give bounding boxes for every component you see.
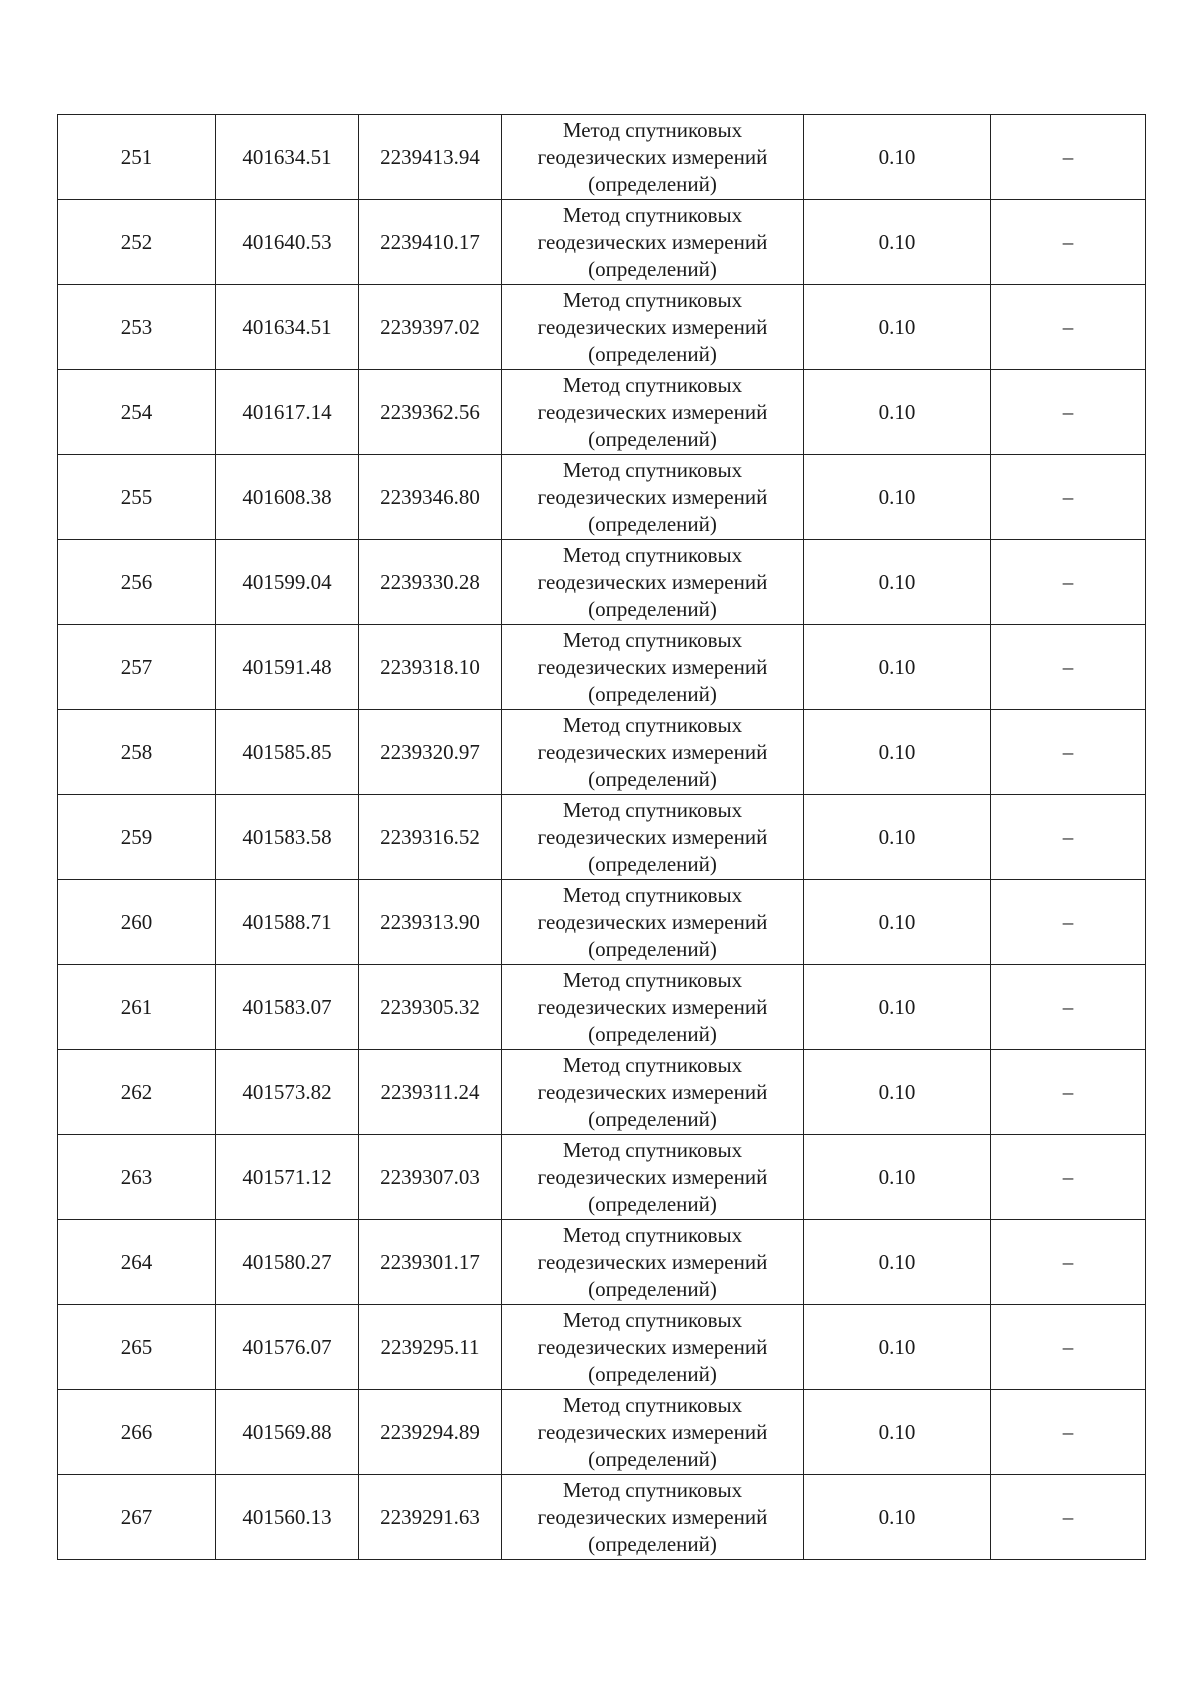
table-row xyxy=(58,455,1146,540)
table-row xyxy=(58,1305,1146,1390)
method-text-line: геодезических измерений xyxy=(537,144,768,169)
method-text-line: (определений) xyxy=(588,426,717,451)
y-coordinate-cell: 2239330.28 xyxy=(359,540,502,625)
table-row xyxy=(58,1220,1146,1305)
point-number-cell: 258 xyxy=(58,710,216,795)
method-text-line: геодезических измерений xyxy=(537,824,768,849)
method-text-line: (определений) xyxy=(588,171,717,196)
accuracy-cell: 0.10 xyxy=(804,540,991,625)
y-coordinate-cell: 2239313.90 xyxy=(359,880,502,965)
point-number-cell: 263 xyxy=(58,1135,216,1220)
table-row xyxy=(58,200,1146,285)
description-cell: – xyxy=(991,285,1146,370)
method-text-line: геодезических измерений xyxy=(537,1504,768,1529)
method-text-line: Метод спутниковых xyxy=(562,542,743,567)
point-number-cell: 262 xyxy=(58,1050,216,1135)
method-text-line: (определений) xyxy=(588,1276,717,1301)
point-number-cell: 254 xyxy=(58,370,216,455)
method-cell xyxy=(502,1305,804,1390)
point-number-cell: 264 xyxy=(58,1220,216,1305)
point-number-cell: 257 xyxy=(58,625,216,710)
method-text-line: (определений) xyxy=(588,1191,717,1216)
x-coordinate-cell: 401585.85 xyxy=(216,710,359,795)
method-cell xyxy=(502,1050,804,1135)
table-row xyxy=(58,1390,1146,1475)
description-cell: – xyxy=(991,455,1146,540)
description-cell: – xyxy=(991,1390,1146,1475)
method-text-line: геодезических измерений xyxy=(537,314,768,339)
method-text-line: (определений) xyxy=(588,1021,717,1046)
x-coordinate-cell: 401634.51 xyxy=(216,285,359,370)
method-cell xyxy=(502,625,804,710)
method-text-line: геодезических измерений xyxy=(537,229,768,254)
accuracy-cell: 0.10 xyxy=(804,1305,991,1390)
description-cell: – xyxy=(991,795,1146,880)
accuracy-cell: 0.10 xyxy=(804,370,991,455)
y-coordinate-cell: 2239307.03 xyxy=(359,1135,502,1220)
method-text-line: (определений) xyxy=(588,256,717,281)
description-cell: – xyxy=(991,1220,1146,1305)
description-cell: – xyxy=(991,1135,1146,1220)
method-text-line: Метод спутниковых xyxy=(562,712,743,737)
method-text-line: геодезических измерений xyxy=(537,1334,768,1359)
y-coordinate-cell: 2239291.63 xyxy=(359,1475,502,1560)
method-text-line: (определений) xyxy=(588,596,717,621)
method-text-line: Метод спутниковых xyxy=(562,202,743,227)
accuracy-cell: 0.10 xyxy=(804,285,991,370)
method-text-line: (определений) xyxy=(588,936,717,961)
method-text-line: геодезических измерений xyxy=(537,1164,768,1189)
method-cell xyxy=(502,965,804,1050)
description-cell: – xyxy=(991,710,1146,795)
method-text-line: Метод спутниковых xyxy=(562,797,743,822)
x-coordinate-cell: 401569.88 xyxy=(216,1390,359,1475)
table-row xyxy=(58,115,1146,200)
point-number-cell: 261 xyxy=(58,965,216,1050)
accuracy-cell: 0.10 xyxy=(804,710,991,795)
point-number-cell: 252 xyxy=(58,200,216,285)
y-coordinate-cell: 2239397.02 xyxy=(359,285,502,370)
point-number-cell: 259 xyxy=(58,795,216,880)
x-coordinate-cell: 401560.13 xyxy=(216,1475,359,1560)
point-number-cell: 256 xyxy=(58,540,216,625)
description-cell: – xyxy=(991,625,1146,710)
x-coordinate-cell: 401588.71 xyxy=(216,880,359,965)
method-text-line: Метод спутниковых xyxy=(562,1477,743,1502)
method-text-line: Метод спутниковых xyxy=(562,372,743,397)
method-text-line: геодезических измерений xyxy=(537,909,768,934)
table-row xyxy=(58,370,1146,455)
table-row xyxy=(58,625,1146,710)
method-cell xyxy=(502,455,804,540)
x-coordinate-cell: 401583.58 xyxy=(216,795,359,880)
x-coordinate-cell: 401591.48 xyxy=(216,625,359,710)
method-text-line: геодезических измерений xyxy=(537,1079,768,1104)
method-text-line: Метод спутниковых xyxy=(562,967,743,992)
accuracy-cell: 0.10 xyxy=(804,455,991,540)
method-cell xyxy=(502,880,804,965)
method-text-line: Метод спутниковых xyxy=(562,882,743,907)
description-cell: – xyxy=(991,965,1146,1050)
method-text-line: Метод спутниковых xyxy=(562,117,743,142)
coordinates-table-body xyxy=(58,115,1146,1560)
table-row xyxy=(58,1135,1146,1220)
y-coordinate-cell: 2239311.24 xyxy=(359,1050,502,1135)
accuracy-cell: 0.10 xyxy=(804,1050,991,1135)
method-cell xyxy=(502,795,804,880)
y-coordinate-cell: 2239318.10 xyxy=(359,625,502,710)
method-text-line: геодезических измерений xyxy=(537,399,768,424)
method-cell xyxy=(502,1390,804,1475)
description-cell: – xyxy=(991,880,1146,965)
method-text-line: Метод спутниковых xyxy=(562,457,743,482)
method-text-line: Метод спутниковых xyxy=(562,1222,743,1247)
point-number-cell: 266 xyxy=(58,1390,216,1475)
x-coordinate-cell: 401573.82 xyxy=(216,1050,359,1135)
point-number-cell: 265 xyxy=(58,1305,216,1390)
method-text-line: геодезических измерений xyxy=(537,569,768,594)
method-text-line: геодезических измерений xyxy=(537,654,768,679)
method-text-line: (определений) xyxy=(588,681,717,706)
method-cell xyxy=(502,1220,804,1305)
description-cell: – xyxy=(991,115,1146,200)
y-coordinate-cell: 2239294.89 xyxy=(359,1390,502,1475)
y-coordinate-cell: 2239295.11 xyxy=(359,1305,502,1390)
x-coordinate-cell: 401576.07 xyxy=(216,1305,359,1390)
point-number-cell: 251 xyxy=(58,115,216,200)
x-coordinate-cell: 401580.27 xyxy=(216,1220,359,1305)
accuracy-cell: 0.10 xyxy=(804,1390,991,1475)
y-coordinate-cell: 2239413.94 xyxy=(359,115,502,200)
method-cell xyxy=(502,540,804,625)
description-cell: – xyxy=(991,1305,1146,1390)
point-number-cell: 267 xyxy=(58,1475,216,1560)
x-coordinate-cell: 401634.51 xyxy=(216,115,359,200)
table-row xyxy=(58,540,1146,625)
accuracy-cell: 0.10 xyxy=(804,795,991,880)
method-cell xyxy=(502,115,804,200)
method-text-line: (определений) xyxy=(588,1106,717,1131)
coordinates-table xyxy=(57,114,1146,1560)
method-text-line: геодезических измерений xyxy=(537,994,768,1019)
method-cell xyxy=(502,1475,804,1560)
method-text-line: Метод спутниковых xyxy=(562,627,743,652)
x-coordinate-cell: 401617.14 xyxy=(216,370,359,455)
method-text-line: Метод спутниковых xyxy=(562,1392,743,1417)
method-text-line: геодезических измерений xyxy=(537,1249,768,1274)
method-cell xyxy=(502,1135,804,1220)
x-coordinate-cell: 401608.38 xyxy=(216,455,359,540)
method-text-line: Метод спутниковых xyxy=(562,1137,743,1162)
method-cell xyxy=(502,370,804,455)
y-coordinate-cell: 2239305.32 xyxy=(359,965,502,1050)
method-text-line: Метод спутниковых xyxy=(562,1307,743,1332)
accuracy-cell: 0.10 xyxy=(804,115,991,200)
method-text-line: (определений) xyxy=(588,1361,717,1386)
y-coordinate-cell: 2239410.17 xyxy=(359,200,502,285)
accuracy-cell: 0.10 xyxy=(804,880,991,965)
x-coordinate-cell: 401571.12 xyxy=(216,1135,359,1220)
x-coordinate-cell: 401583.07 xyxy=(216,965,359,1050)
method-text-line: (определений) xyxy=(588,851,717,876)
method-text-line: (определений) xyxy=(588,1446,717,1471)
y-coordinate-cell: 2239346.80 xyxy=(359,455,502,540)
method-text-line: (определений) xyxy=(588,341,717,366)
table-row xyxy=(58,880,1146,965)
point-number-cell: 253 xyxy=(58,285,216,370)
method-text-line: (определений) xyxy=(588,1531,717,1556)
method-text-line: геодезических измерений xyxy=(537,739,768,764)
table-row xyxy=(58,795,1146,880)
method-text-line: (определений) xyxy=(588,766,717,791)
method-text-line: (определений) xyxy=(588,511,717,536)
y-coordinate-cell: 2239362.56 xyxy=(359,370,502,455)
table-row xyxy=(58,285,1146,370)
method-text-line: Метод спутниковых xyxy=(562,287,743,312)
method-text-line: Метод спутниковых xyxy=(562,1052,743,1077)
y-coordinate-cell: 2239320.97 xyxy=(359,710,502,795)
point-number-cell: 260 xyxy=(58,880,216,965)
accuracy-cell: 0.10 xyxy=(804,1135,991,1220)
table-row xyxy=(58,1050,1146,1135)
accuracy-cell: 0.10 xyxy=(804,965,991,1050)
y-coordinate-cell: 2239316.52 xyxy=(359,795,502,880)
method-text-line: геодезических измерений xyxy=(537,1419,768,1444)
method-text-line: геодезических измерений xyxy=(537,484,768,509)
accuracy-cell: 0.10 xyxy=(804,625,991,710)
point-number-cell: 255 xyxy=(58,455,216,540)
x-coordinate-cell: 401640.53 xyxy=(216,200,359,285)
method-cell xyxy=(502,285,804,370)
description-cell: – xyxy=(991,540,1146,625)
table-row xyxy=(58,1475,1146,1560)
description-cell: – xyxy=(991,370,1146,455)
method-cell xyxy=(502,200,804,285)
description-cell: – xyxy=(991,200,1146,285)
accuracy-cell: 0.10 xyxy=(804,1220,991,1305)
description-cell: – xyxy=(991,1475,1146,1560)
y-coordinate-cell: 2239301.17 xyxy=(359,1220,502,1305)
x-coordinate-cell: 401599.04 xyxy=(216,540,359,625)
method-cell xyxy=(502,710,804,795)
description-cell: – xyxy=(991,1050,1146,1135)
table-row xyxy=(58,710,1146,795)
accuracy-cell: 0.10 xyxy=(804,200,991,285)
accuracy-cell: 0.10 xyxy=(804,1475,991,1560)
table-row xyxy=(58,965,1146,1050)
